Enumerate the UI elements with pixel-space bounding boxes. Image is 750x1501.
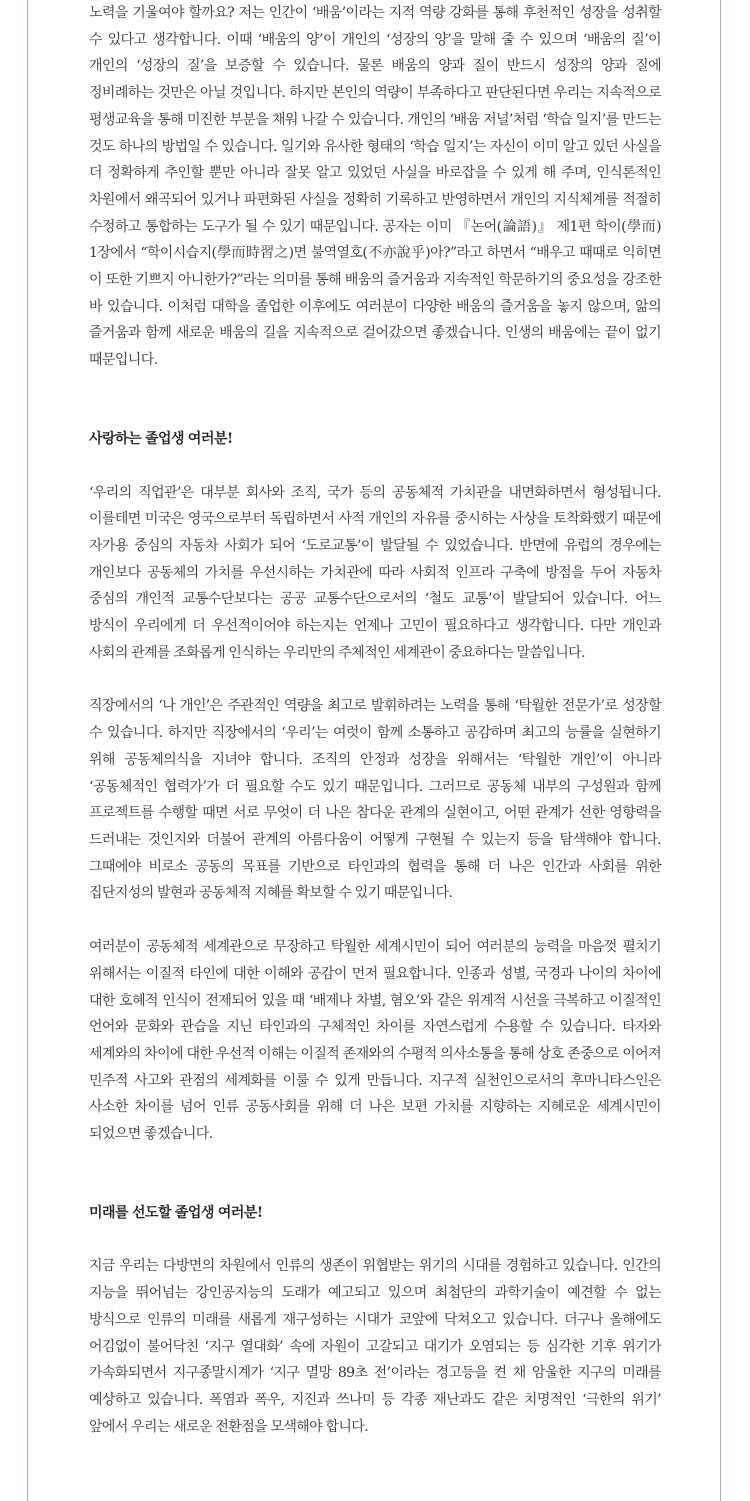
section-heading-beloved-graduates: 사랑하는 졸업생 여러분! [89,430,233,447]
paragraph-spacer [89,666,661,693]
paragraph-crisis-era: 지금 우리는 다방면의 차원에서 인류의 생존이 위협받는 위기의 시대를 경험하고 있습니다. 인간의 지능을 뛰어넘는 강인공지능의 도래가 예고되고 있으며 최첨단의 과학기술이 예견할 수 없는 방식으로 인류의 미래를 새롭게 재구성하는 시대가 코앞에 닥쳐오고 있습니다. 더구나 올해에도 어김없이 불어닥친 ‘지구 열대화’ 속에 자원이 고갈되고 대기가 오염되는 등 심각한 기후 위기가 가속화되면서 지구종말시계가 ‘지구 멸망 89초 전’이라는 경고등을 켠 채 암울한 지구의 미래를 예상하고 있습니다. 폭염과 폭우, 지진과 쓰나미 등 각종 재난과도 같은 치명적인 ‘극한의 위기’ 앞에서 우리는 새로운 전환점을 모색해야 합니다. [89,1258,661,1435]
speech-body [89,0,661,1440]
right-border-line [720,0,721,1501]
paragraph-learning: 노력을 기울여야 할까요? 저는 인간이 ‘배움’이라는 지적 역량 강화를 통해 후천적인 성장을 성취할 수 있다고 생각합니다. 이때 ‘배움의 양’이 개인의 ‘성장의 양’을 말해 줄 수 있으며 ‘배움의 질’이 개인의 ‘성장의 질’을 보증할 수 있습니다. 물론 배움의 양과 질이 반드시 성장의 양과 질에 정비례하는 것만은 아닐 것입니다. 하지만 본인의 역량이 부족하다고 판단된다면 우리는 지속적으로 평생교육을 통해 미진한 부분을 채워 나갈 수 있습니다. 개인의 ‘배움 저널’처럼 ‘학습 일지’를 만드는 것도 하나의 방법일 수 있습니다. 일기와 유사한 형태의 ‘학습 일지’는 자신이 이미 알고 있던 사실을 더 정확하게 추인할 뿐만 아니라 잘못 알고 있었던 사실을 바로잡을 수 있게 해 주며, 인식론적인 차원에서 왜곡되어 있거나 파편화된 사실을 정확히 기록하고 반영하면서 개인의 지식체계를 적절히 수정하고 통합하는 도구가 될 수 있기 때문입니다. 공자는 이미 『논어(論語)』 제1편 학이(學而) 1장에서 “학이시습지(學而時習之)면 불역열호(不亦說乎)아?”라고 하면서 “배우고 때때로 익히면 이 또한 기쁘지 아니한가?”라는 의미를 통해 배움의 즐거움과 지속적인 학문하기의 중요성을 강조한 바 있습니다. 이처럼 대학을 졸업한 이후에도 여러분이 다양한 배움의 즐거움을 놓지 않으며, 앎의 즐거움과 함께 새로운 배움의 길을 지속적으로 걸어갔으면 좋겠습니다. 인생의 배움에는 끝이 없기 때문입니다. [89,5,661,369]
paragraph-spacer [89,907,661,934]
paragraph-spacer [89,1226,661,1253]
paragraph-workplace: 직장에서의 ‘나 개인’은 주관적인 역량을 최고로 발휘하려는 노력을 통해 ‘탁월한 전문가’로 성장할 수 있습니다. 하지만 직장에서의 ‘우리’는 여럿이 함께 소통하고 공감하며 최고의 능률을 실현하기 위해 공동체의식을 지녀야 합니다. 조직의 안정과 성장을 위해서는 ‘탁월한 개인’이 아니라 ‘공동체적인 협력가’가 더 필요할 수도 있기 때문입니다. 그러므로 공동체 내부의 구성원과 함께 프로젝트를 수행할 때면 서로 무엇이 더 나은 참다운 관계의 실현이고, 어떤 관계가 선한 영향력을 드러내는 것인지와 더불어 관계의 아름다움이 어떻게 구현될 수 있는지 등을 탐색해야 합니다. 그때에야 비로소 공동의 목표를 기반으로 타인과의 협력을 통해 더 나은 인간과 사회를 위한 집단지성의 발현과 공동체적 지혜를 확보할 수 있기 때문입니다. [89,698,661,902]
paragraph-global-citizen: 여러분이 공동체적 세계관으로 무장하고 탁월한 세계시민이 되어 여러분의 능력을 마음껏 펼치기 위해서는 이질적 타인에 대한 이해와 공감이 먼저 필요합니다. 인종과 성별, 국경과 나이의 차이에 대한 호혜적 인식이 전제되어 있을 때 ‘배제나 차별, 혐오’와 같은 위계적 시선을 극복하고 이질적인 언어와 문화와 관습을 지닌 타인과의 구체적인 차이를 자연스럽게 수용할 수 있습니다. 타자와 세계와의 차이에 대한 우선적 이해는 이질적 존재와의 수평적 의사소통을 통해 상호 존중으로 이어져 민주적 사고와 관점의 세계화를 이룰 수 있게 만듭니다. 지구적 실천인으로서의 후마니타스인은 사소한 차이를 넘어 인류 공동사회를 위해 더 나은 보편 가치를 지향하는 지혜로운 세계시민이 되었으면 좋겠습니다. [89,939,661,1143]
paragraph-work-view: ‘우리의 직업관’은 대부분 회사와 조직, 국가 등의 공동체적 가치관을 내면화하면서 형성됩니다. 이를테면 미국은 영국으로부터 독립하면서 사적 개인의 자유를 중시하는 사상을 토착화했기 때문에 자가용 중심의 자동차 사회가 되어 ‘도로교통’이 발달될 수 있었습니다. 반면에 유럽의 경우에는 개인보다 공동체의 가치를 우선시하는 가치관에 따라 사회적 인프라 구축에 방점을 두어 자동차 중심의 개인적 교통수단보다는 공공 교통수단으로서의 ‘철도 교통’이 발달되어 있습니다. 어느 방식이 우리에게 더 우선적이어야 하는지는 언제나 고민이 필요하다고 생각합니다. 다만 개인과 사회의 관계를 조화롭게 인식하는 우리만의 주체적인 세계관이 중요하다는 말씀입니다. [89,484,661,661]
left-border-line [27,0,28,1501]
section-heading-future-graduates: 미래를 선도할 졸업생 여러분! [89,1204,263,1221]
paragraph-spacer [89,453,661,480]
section-spacer [89,374,661,426]
section-spacer [89,1148,661,1200]
